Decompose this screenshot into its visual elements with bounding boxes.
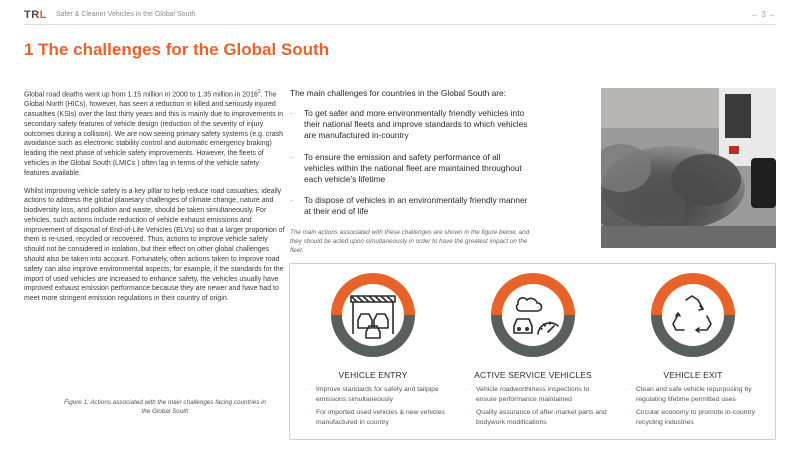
vehicle-gate-icon <box>342 284 404 346</box>
bullet: · <box>625 386 628 393</box>
list-item: · Circular economy to promote in-country recycling industries <box>625 409 755 426</box>
list-item: · To ensure the emission and safety performance of all vehicles within the national fleet are maintained throughout each vehicle's lifetime <box>290 151 522 185</box>
list-item: · Improve standards for safety and tailpipe emissions simultaneously <box>305 386 439 403</box>
challenges-heading: The main challenges for countries in the Global South are: <box>290 88 507 98</box>
list-item: · Quality assurance of after-market parts and bodywork modifications <box>465 409 607 426</box>
vehicle-exit-title: VEHICLE EXIT <box>663 370 723 380</box>
list-item: · Clean and safe vehicle repurposing by regulating lifetime permitted uses <box>625 386 752 403</box>
bullet: · <box>290 108 293 118</box>
active-service-circle <box>491 273 575 357</box>
footnote-ref[interactable]: 2 <box>257 89 261 95</box>
challenges-note: The main actions associated with these challenges are shown in the figure below, and they should be acted upon simultaneously in order to have the greatest impact on the fleet. <box>290 228 530 254</box>
bullet: · <box>625 409 628 417</box>
bullet: · <box>465 409 468 417</box>
vehicle-exit-column <box>613 264 773 439</box>
active-service-title: ACTIVE SERVICE VEHICLES <box>474 370 592 380</box>
vehicle-entry-list <box>305 385 447 431</box>
logo-text: TR <box>24 9 40 21</box>
list-item: · To dispose of vehicles in an environmentally friendly manner at their end of life <box>290 195 528 217</box>
paragraph-1: Global road deaths went up from 1.15 million in 2000 to 1.35 million in 2016$^2$. The Global North (HICs), however, has seen a reduction in killed and seriously injured casualties (KSIs) over the last thirty years and this is mainly due to improvements in secondary safety features of vehicle design (reduction of the severity of injury outcomes during a collision). We are now seeing primary safety systems (e.g. crash avoidance such as electronic stability control and automatic emergency braking) leading the next phase of vehicle safety improvements. However, the fleets of vehicles in the Global South (LMICs ) often lag in terms of the vehicle safety features available. <box>24 89 284 177</box>
recycle-icon <box>662 284 724 346</box>
challenges-block <box>290 88 530 255</box>
page-header <box>24 9 776 25</box>
vehicle-entry-circle <box>331 273 415 357</box>
bullet: · <box>290 151 293 162</box>
bullet: · <box>305 409 308 417</box>
vehicle-exit-list <box>625 385 767 431</box>
intro-text <box>24 88 286 304</box>
document-title: Safer & Cleaner Vehicles in the Global South <box>56 11 196 18</box>
paragraph-2: Whilst improving vehicle safety is a key pillar to help reduce road casualties, ideally actions to address the global planetary challenges of climate change, nature and biodiversity loss, and pollution and waste, should be taken simultaneously. For vehicles, such actions include reduction of vehicle exhaust emissions and improvement of disposal of End-of-Life Vehicles (ELVs) so that a larger proportion of them is re-used, recycled or recovered. Thus, actions to improve vehicle safety should not be considered in isolation, but their effect on other global challenges should also be taken into account. Fortunately, often actions taken to improve road safety can also improve environmental aspects; for example, if the standards for the import of used vehicles are increased to enhance safety, the vehicles usually have improved exhaust emission performance because they are newer and have had to meet more stringent emission regulations in their country of origin. <box>24 187 285 303</box>
trl-logo <box>24 9 47 21</box>
emissions-gauge-icon <box>502 284 564 346</box>
vehicle-entry-title: VEHICLE ENTRY <box>338 370 408 380</box>
list-item: · For imported used vehicles & new vehicles manufactured in country <box>305 409 445 426</box>
bullet: · <box>290 195 293 206</box>
bullet: · <box>465 386 468 393</box>
section-title: 1 The challenges for the Global South <box>24 40 330 59</box>
exhaust-smoke-photo <box>601 88 776 248</box>
actions-figure <box>289 263 776 440</box>
challenges-list <box>290 108 530 218</box>
active-service-list <box>465 385 607 431</box>
active-service-column <box>453 264 613 439</box>
list-item: · To get safer and more environmentally friendly vehicles into their national fleets and improve standards to which vehicles are manufactured in-country <box>290 108 528 141</box>
figure-caption: Figure 1: Actions associated with the main challenges facing countries in the Global South <box>63 399 267 415</box>
header-divider <box>24 24 776 25</box>
page-navigation[interactable]: ← 3 → <box>751 10 776 19</box>
logo-accent-text: L <box>39 9 47 21</box>
vehicle-exit-circle <box>651 273 735 357</box>
bullet: · <box>305 386 308 393</box>
list-item: · Vehicle roadworthiness inspections to ensure performance maintained <box>465 386 590 403</box>
vehicle-entry-column <box>293 264 453 439</box>
